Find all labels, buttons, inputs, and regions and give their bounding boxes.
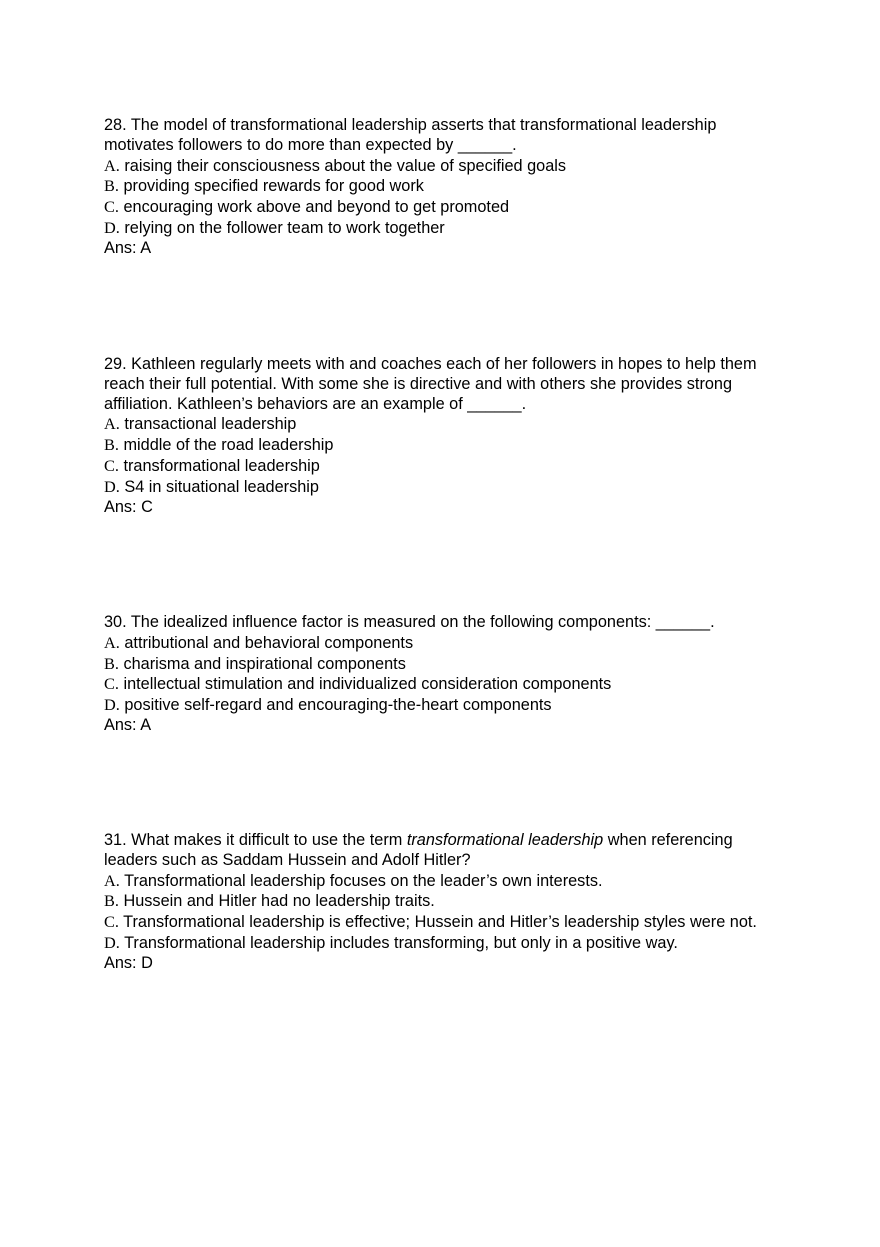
question-31 <box>104 831 776 974</box>
option-d <box>104 933 776 954</box>
option-text: transactional leadership <box>124 415 297 434</box>
option-a <box>104 414 776 435</box>
option-letter: C. <box>104 674 119 694</box>
option-text: relying on the follower team to work together <box>124 218 445 237</box>
option-text: transformational leadership <box>123 456 320 475</box>
option-a <box>104 871 776 892</box>
option-b <box>104 435 776 456</box>
option-c <box>104 912 776 933</box>
option-c <box>104 674 776 695</box>
option-text: providing specified rewards for good work <box>123 177 424 196</box>
answer: Ans: C <box>104 497 153 516</box>
option-letter: D. <box>104 476 120 496</box>
option-letter: A. <box>104 870 120 890</box>
option-text: positive self-regard and encouraging-the-heart components <box>124 696 552 715</box>
option-letter: B. <box>104 176 119 196</box>
question-stem: 29. Kathleen regularly meets with and coaches each of her followers in hopes to help them reach their full potential. With some she is directive and with others she provides strong affiliation. Kathleen’s behaviors are an example of ______. <box>104 355 757 413</box>
option-letter: D. <box>104 932 120 952</box>
answer: Ans: D <box>104 953 153 972</box>
option-b <box>104 891 776 912</box>
option-a <box>104 633 776 654</box>
option-letter: B. <box>104 435 119 455</box>
option-text: Hussein and Hitler had no leadership traits. <box>123 892 435 911</box>
option-text: S4 in situational leadership <box>124 477 319 496</box>
option-letter: C. <box>104 455 119 475</box>
option-text: Transformational leadership includes transforming, but only in a positive way. <box>124 933 678 952</box>
option-text: charisma and inspirational components <box>123 654 406 673</box>
option-text: raising their consciousness about the value of specified goals <box>124 156 567 175</box>
option-letter: C. <box>104 912 119 932</box>
answer: Ans: A <box>104 238 152 257</box>
question-29 <box>104 355 776 517</box>
option-letter: D. <box>104 217 120 237</box>
option-c <box>104 197 776 218</box>
option-a <box>104 156 776 177</box>
option-text: middle of the road leadership <box>123 436 334 455</box>
question-28 <box>104 116 776 259</box>
option-text: encouraging work above and beyond to get promoted <box>123 198 510 217</box>
option-letter: B. <box>104 653 119 673</box>
option-c <box>104 456 776 477</box>
option-text: attributional and behavioral components <box>124 633 414 652</box>
stem-text: 31. What makes it difficult to use the term <box>104 831 407 849</box>
option-letter: D. <box>104 695 120 715</box>
option-text: Transformational leadership focuses on the leader’s own interests. <box>124 871 603 890</box>
option-b <box>104 654 776 675</box>
question-stem: 30. The idealized influence factor is measured on the following components: ______. <box>104 613 715 631</box>
option-text: Transformational leadership is effective; Hussein and Hitler’s leadership styles were not. <box>123 913 757 932</box>
stem-text: when referencing leaders such as Saddam Hussein and Adolf Hitler? <box>104 831 733 869</box>
option-letter: A. <box>104 632 120 652</box>
stem-italic-term: transformational leadership <box>406 831 604 849</box>
option-letter: C. <box>104 197 119 217</box>
question-30 <box>104 613 776 736</box>
option-letter: B. <box>104 891 119 911</box>
option-d <box>104 695 776 716</box>
option-b <box>104 176 776 197</box>
option-letter: A. <box>104 414 120 434</box>
question-stem <box>104 831 776 871</box>
option-d <box>104 218 776 239</box>
option-text: intellectual stimulation and individualized consideration components <box>123 675 612 694</box>
option-d <box>104 477 776 498</box>
option-letter: A. <box>104 155 120 175</box>
answer: Ans: A <box>104 715 152 734</box>
question-stem: 28. The model of transformational leadership asserts that transformational leadership motivates followers to do more than expected by ______. <box>104 116 717 154</box>
